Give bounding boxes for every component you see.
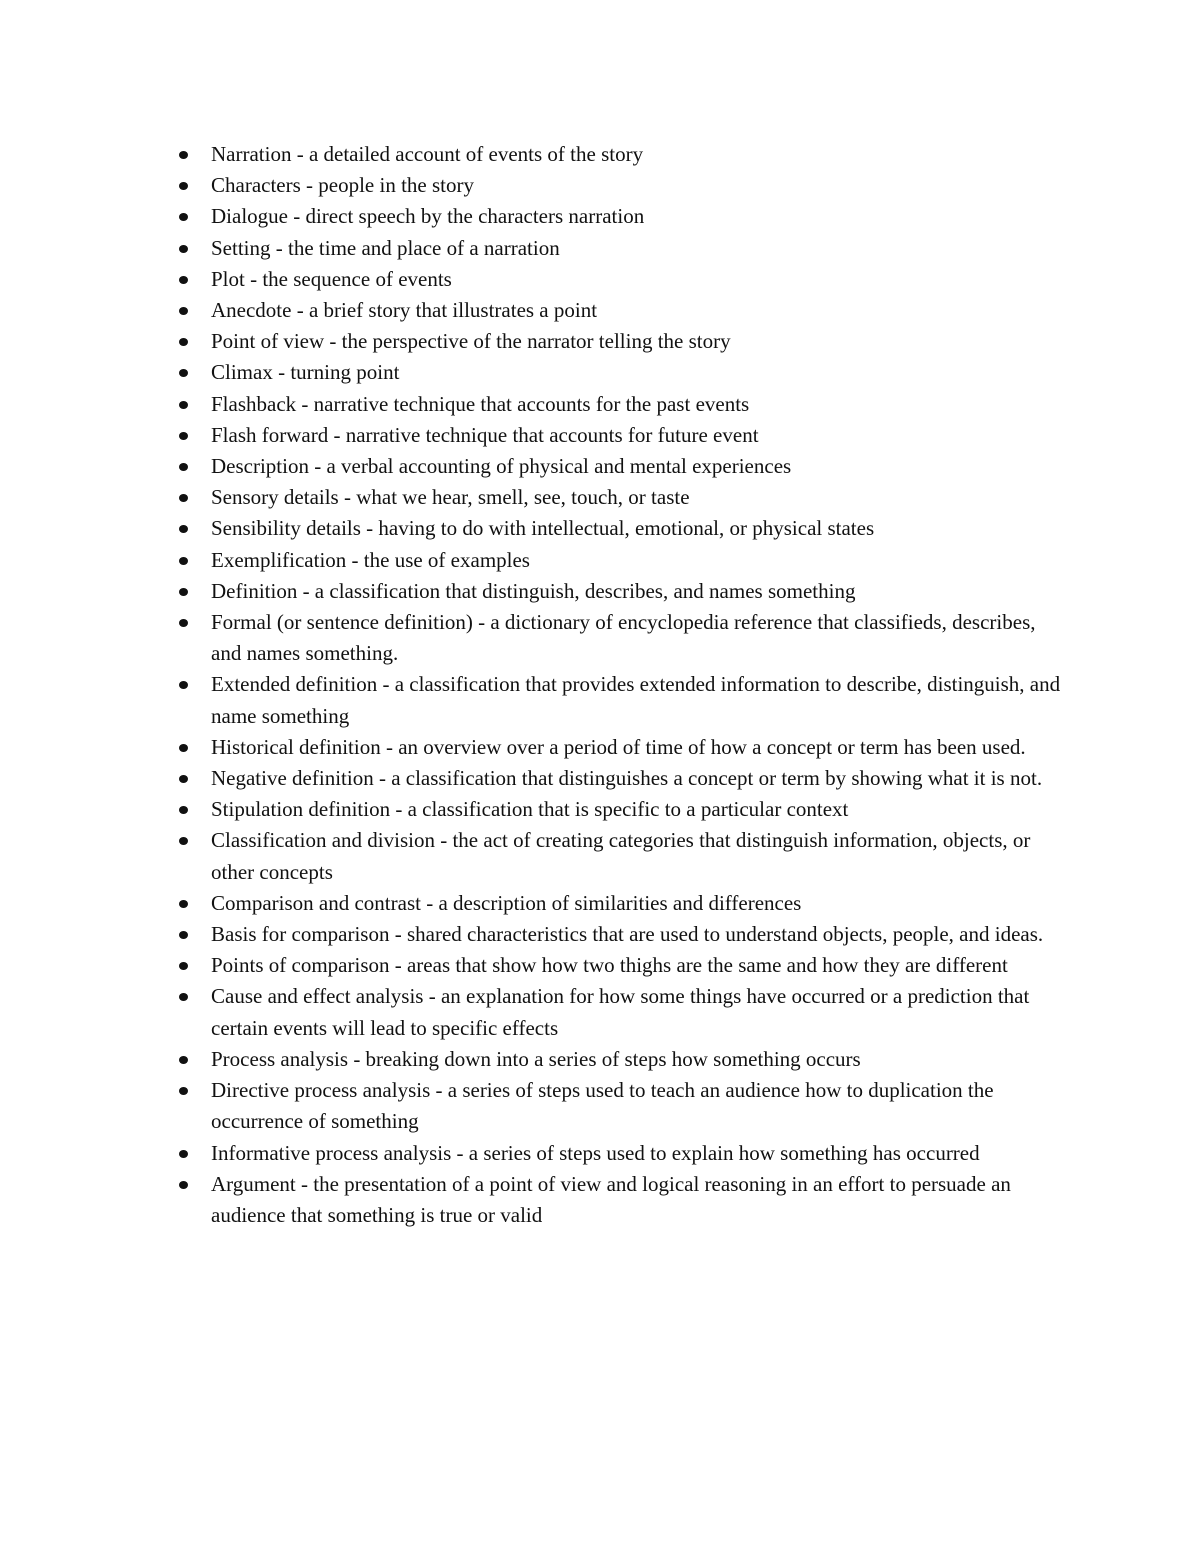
list-item-text: Comparison and contrast - a description of similarities and differences (211, 890, 802, 915)
list-item-text: Anecdote - a brief story that illustrates a point (211, 298, 598, 323)
list-item (170, 794, 1070, 825)
list-item-text: Extended definition - a classification that provides extended information to describe, distinguish, and name something (211, 672, 1061, 728)
bullet-icon (179, 525, 188, 533)
list-item-text: Argument - the presentation of a point of view and logical reasoning in an effort to persuade an audience that something is true or valid (211, 1171, 1011, 1227)
list-item (170, 295, 1070, 326)
list-item (170, 607, 1070, 669)
list-item-text: Classification and division - the act of creating categories that distinguish information, objects, or other concepts (211, 828, 1031, 884)
bullet-icon (179, 494, 188, 502)
bullet-icon (179, 182, 188, 190)
list-item (170, 233, 1070, 264)
list-item (170, 1169, 1070, 1231)
bullet-icon (179, 432, 188, 440)
bullet-icon (179, 307, 188, 315)
bullet-icon (179, 1150, 188, 1158)
list-item-text: Formal (or sentence definition) - a dictionary of encyclopedia reference that classifieds, describes, and names something. (211, 610, 1036, 666)
list-item-text: Sensory details - what we hear, smell, see, touch, or taste (211, 485, 690, 510)
list-item (170, 669, 1070, 731)
list-item (170, 201, 1070, 232)
list-item-text: Characters - people in the story (211, 173, 474, 198)
list-item-text: Directive process analysis - a series of steps used to teach an audience how to duplication the occurrence of something (211, 1078, 994, 1134)
bullet-icon (179, 213, 188, 221)
bullet-icon (179, 900, 188, 908)
list-item-text: Flashback - narrative technique that accounts for the past events (211, 391, 750, 416)
list-item (170, 170, 1070, 201)
list-item-text: Sensibility details - having to do with intellectual, emotional, or physical states (211, 516, 875, 541)
list-item-text: Historical definition - an overview over a period of time of how a concept or term has been used. (211, 734, 1026, 759)
list-item (170, 357, 1070, 388)
term-list (170, 139, 1070, 1231)
list-item-text: Flash forward - narrative technique that accounts for future event (211, 422, 759, 447)
bullet-icon (179, 806, 188, 814)
list-item (170, 950, 1070, 981)
bullet-icon (179, 463, 188, 471)
bullet-icon (179, 588, 188, 596)
list-item (170, 420, 1070, 451)
list-item-text: Process analysis - breaking down into a series of steps how something occurs (211, 1046, 861, 1071)
list-item (170, 763, 1070, 794)
list-item-text: Definition - a classification that distinguish, describes, and names something (211, 578, 856, 603)
list-item-text: Negative definition - a classification that distinguishes a concept or term by showing what it is not. (211, 766, 1043, 791)
bullet-icon (179, 276, 188, 284)
list-item (170, 888, 1070, 919)
bullet-icon (179, 1087, 188, 1095)
list-item-text: Informative process analysis - a series of steps used to explain how something has occurred (211, 1140, 980, 1165)
list-item-text: Basis for comparison - shared characteristics that are used to understand objects, people, and ideas. (211, 922, 1044, 947)
bullet-icon (179, 744, 188, 752)
list-item-text: Points of comparison - areas that show how two thighs are the same and how they are different (211, 953, 1008, 978)
bullet-icon (179, 151, 188, 159)
bullet-icon (179, 401, 188, 409)
bullet-icon (179, 245, 188, 253)
bullet-icon (179, 962, 188, 970)
list-item-text: Point of view - the perspective of the narrator telling the story (211, 329, 731, 354)
list-item (170, 139, 1070, 170)
list-item (170, 264, 1070, 295)
bullet-icon (179, 681, 188, 689)
list-item (170, 545, 1070, 576)
list-item-text: Description - a verbal accounting of physical and mental experiences (211, 454, 792, 479)
list-item-text: Narration - a detailed account of events of the story (211, 142, 644, 166)
bullet-icon (179, 557, 188, 565)
list-item (170, 513, 1070, 544)
list-item-text: Exemplification - the use of examples (211, 547, 530, 572)
list-item-text: Cause and effect analysis - an explanation for how some things have occurred or a prediction that certain events will lead to specific effects (211, 984, 1030, 1040)
list-item-text: Climax - turning point (211, 360, 400, 385)
list-item-text: Stipulation definition - a classification that is specific to a particular context (211, 797, 849, 822)
list-item (170, 482, 1070, 513)
list-item-text: Setting - the time and place of a narration (211, 235, 560, 260)
list-item (170, 576, 1070, 607)
list-item (170, 981, 1070, 1043)
bullet-icon (179, 775, 188, 783)
bullet-icon (179, 1056, 188, 1064)
list-item (170, 389, 1070, 420)
list-item (170, 732, 1070, 763)
list-item-text: Dialogue - direct speech by the characters narration (211, 204, 645, 229)
list-item (170, 1075, 1070, 1137)
bullet-icon (179, 837, 188, 845)
bullet-icon (179, 338, 188, 346)
bullet-icon (179, 619, 188, 627)
list-item (170, 451, 1070, 482)
list-item (170, 326, 1070, 357)
list-item (170, 1044, 1070, 1075)
bullet-icon (179, 993, 188, 1001)
list-item (170, 919, 1070, 950)
bullet-icon (179, 369, 188, 377)
bullet-icon (179, 931, 188, 939)
bullet-icon (179, 1181, 188, 1189)
list-item (170, 1138, 1070, 1169)
list-item-text: Plot - the sequence of events (211, 266, 452, 291)
list-item (170, 825, 1070, 887)
